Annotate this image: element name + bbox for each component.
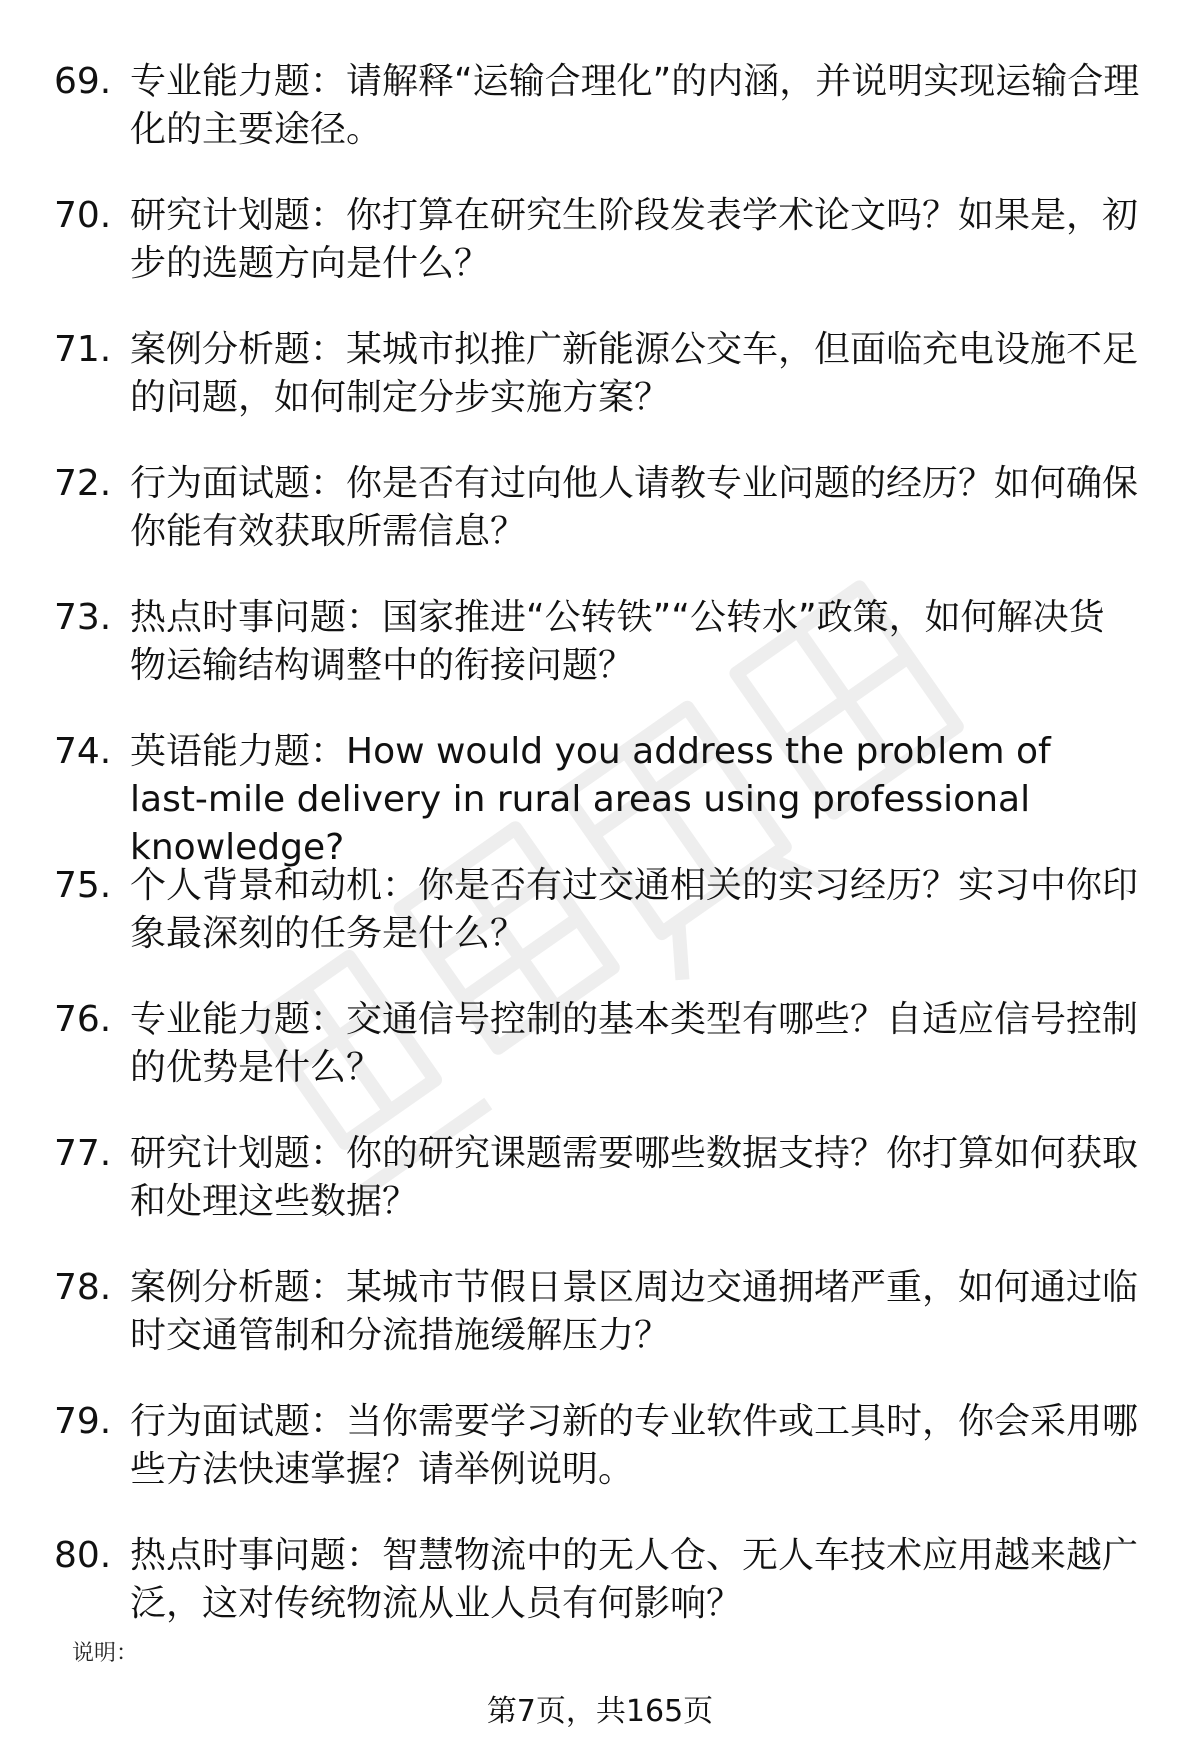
question-item [0, 58, 1200, 192]
question-number: 80. [54, 1535, 112, 1576]
question-item [0, 728, 1200, 868]
question-text: 个人背景和动机：你是否有过交通相关的实习经历？实习中你印象最深刻的任务是什么？ [130, 865, 1139, 954]
question-number: 74. [54, 731, 112, 772]
question-number: 75. [54, 865, 112, 906]
question-text: 专业能力题：交通信号控制的基本类型有哪些？自适应信号控制的优势是什么？ [130, 999, 1139, 1088]
page-footer: 第7页，共165页 [486, 1694, 714, 1729]
question-number: 70. [54, 195, 112, 236]
question-text: 研究计划题：你打算在研究生阶段发表学术论文吗？如果是，初步的选题方向是什么？ [130, 195, 1139, 284]
question-item [0, 1130, 1200, 1264]
question-text: 热点时事问题：国家推进“公转铁”“公转水”政策，如何解决货物运输结构调整中的衔接问题？ [130, 597, 1105, 686]
question-item [0, 1398, 1200, 1532]
question-item [0, 862, 1200, 996]
question-number: 78. [54, 1267, 112, 1308]
question-text: 热点时事问题：智慧物流中的无人仓、无人车技术应用越来越广泛，这对传统物流从业人员有何影响？ [130, 1535, 1139, 1624]
question-item [0, 1264, 1200, 1398]
question-text: 行为面试题：当你需要学习新的专业软件或工具时，你会采用哪些方法快速掌握？请举例说明。 [130, 1401, 1139, 1490]
question-text: 专业能力题：请解释“运输合理化”的内涵，并说明实现运输合理化的主要途径。 [130, 61, 1140, 150]
question-text: 案例分析题：某城市拟推广新能源公交车，但面临充电设施不足的问题，如何制定分步实施方案？ [130, 329, 1139, 418]
question-list [0, 58, 1200, 1666]
question-number: 73. [54, 597, 112, 638]
question-text: 研究计划题：你的研究课题需要哪些数据支持？你打算如何获取和处理这些数据？ [130, 1133, 1139, 1222]
question-text: 行为面试题：你是否有过向他人请教专业问题的经历？如何确保你能有效获取所需信息？ [130, 463, 1139, 552]
question-text: 英语能力题：How would you address the problem of last-mile delivery in rural areas using professional knowledge? [130, 731, 1051, 868]
question-number: 76. [54, 999, 112, 1040]
question-item [0, 326, 1200, 460]
question-item [0, 192, 1200, 326]
note-label: 说明： [72, 1641, 139, 1666]
question-item [0, 996, 1200, 1130]
question-number: 69. [54, 61, 112, 102]
question-number: 72. [54, 463, 112, 504]
question-item [0, 460, 1200, 594]
question-item [0, 594, 1200, 728]
question-text: 案例分析题：某城市节假日景区周边交通拥堵严重，如何通过临时交通管制和分流措施缓解压力？ [130, 1267, 1139, 1356]
question-number: 71. [54, 329, 112, 370]
question-number: 77. [54, 1133, 112, 1174]
question-item [0, 1532, 1200, 1666]
question-number: 79. [54, 1401, 112, 1442]
